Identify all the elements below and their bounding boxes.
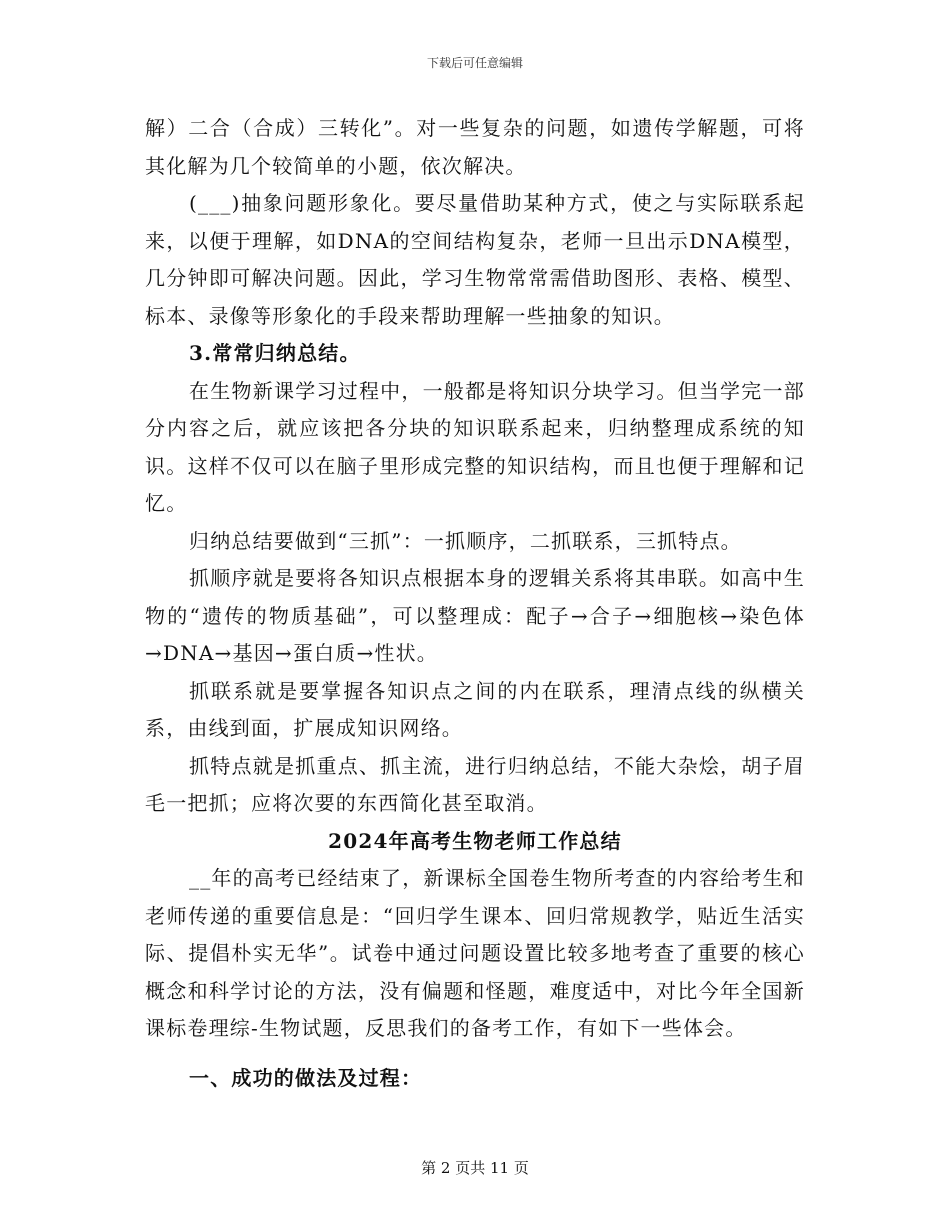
- paragraph-three-grasps: 归纳总结要做到“三抓”：一抓顺序，二抓联系，三抓特点。: [189, 528, 742, 553]
- paragraph-grasp-connection: 抓联系就是要掌握各知识点之间的内在联系，理清点线的纵横关系，由线到面，扩展成知识网络。: [145, 678, 805, 740]
- paragraph-grasp-features: 抓特点就是抓重点、抓主流，进行归纳总结，不能大杂烩，胡子眉毛一把抓；应将次要的东西简化甚至取消。: [145, 753, 805, 815]
- paragraph-continuation: 解）二合（合成）三转化”。对一些复杂的问题，如遗传学解题，可将其化解为几个较简单的小题，依次解决。: [145, 116, 805, 178]
- heading-summarize: 3.常常归纳总结。: [189, 341, 361, 365]
- paragraph-exam-overview: __年的高考已经结束了，新课标全国卷生物所考查的内容给考生和老师传递的重要信息是：“回归学生课本、回归常规教学，贴近生活实际、提倡朴实无华”。试卷中通过问题设置比较多地考查了重要的核心概念和科学讨论的方法，没有偏题和怪题，难度适中，对比今年全国新课标卷理综-生物试题，反思我们的备考工作，有如下一些体会。: [145, 866, 805, 1040]
- document-body: [145, 110, 805, 1097]
- page-header: 下载后可任意编辑: [426, 56, 523, 70]
- paragraph-abstract-visualization: (___)抽象问题形象化。要尽量借助某种方式，使之与实际联系起来，以便于理解，如DNA的空间结构复杂，老师一旦出示DNA模型，几分钟即可解决问题。因此，学习生物常常需借助图形、表格、模型、标本、录像等形象化的手段来帮助理解一些抽象的知识。: [145, 191, 805, 328]
- page-footer: 第 2 页共 11 页: [421, 1159, 529, 1177]
- paragraph-grasp-order: 抓顺序就是要将各知识点根据本身的逻辑关系将其串联。如高中生物的“遗传的物质基础”，可以整理成：配子→合子→细胞核→染色体→DNA→基因→蛋白质→性状。: [145, 566, 805, 665]
- document-title: 2024年高考生物老师工作总结: [328, 828, 622, 853]
- paragraph-new-lessons: 在生物新课学习过程中，一般都是将知识分块学习。但当学完一部分内容之后，就应该把各分块的知识联系起来，归纳整理成系统的知识。这样不仅可以在脑子里形成完整的知识结构，而且也便于理解和记忆。: [145, 378, 805, 515]
- section-heading-success: 一、成功的做法及过程：: [189, 1065, 423, 1090]
